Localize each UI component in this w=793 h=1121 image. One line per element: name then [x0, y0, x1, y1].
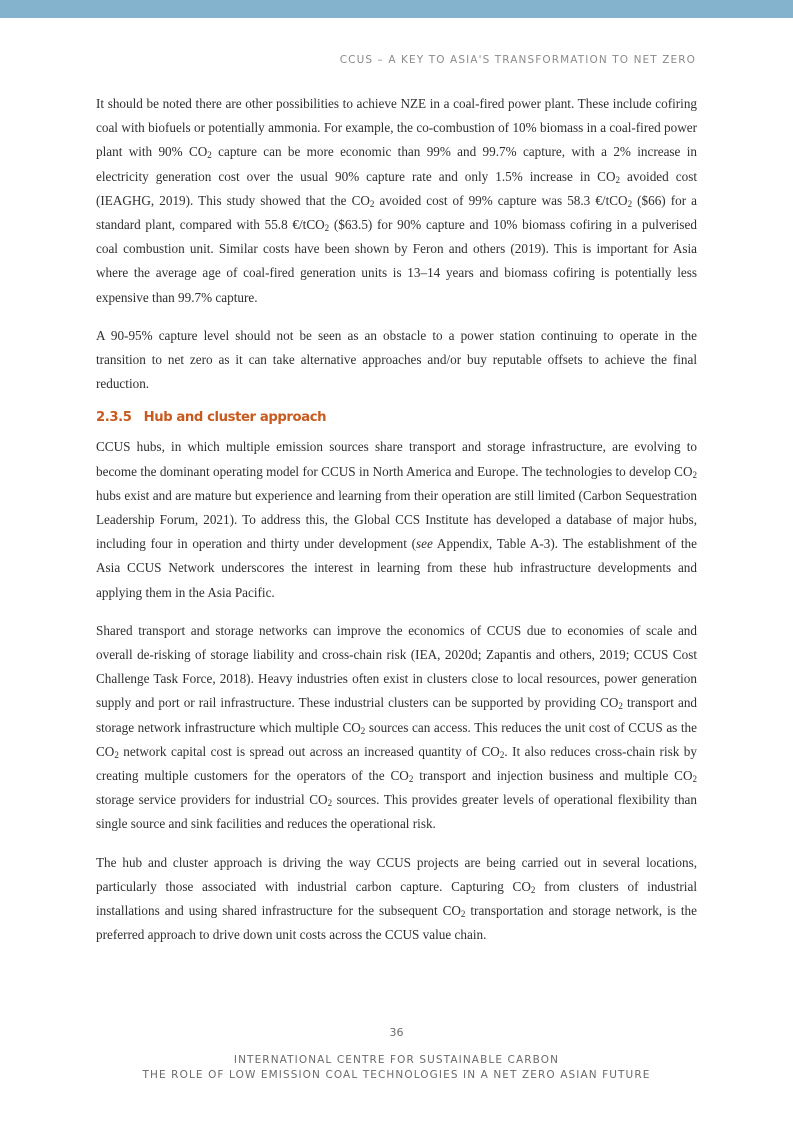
- footer-report-title: THE ROLE OF LOW EMISSION COAL TECHNOLOGIES IN A NET ZERO ASIAN FUTURE: [142, 1069, 651, 1081]
- paragraph-hub-cluster: The hub and cluster approach is driving the way CCUS projects are being carried out in several locations, particularly those associated with industrial carbon capture. Capturing $CO_2$ from clusters of industrial installations and using shared infrastructure for the subsequent $CO_2$ transportation and storage network, is the preferred approach to drive down unit costs across the CCUS value chain.: [96, 854, 697, 943]
- paragraph-shared-networks: Shared transport and storage networks can improve the economics of CCUS due to economies of scale and overall de-risking of storage liability and cross-chain risk (IEA, 2020d; Zapantis and others, 2019; CCUS Cost Challenge Task Force, 2018). Heavy industries often exist in clusters close to local resources, power generation supply and port or rail infrastructure. These industrial clusters can be supported by providing $CO_2$ transport and storage network infrastructure which multiple $CO_2$ sources can access. This reduces the unit cost of CCUS as the $CO_2$ network capital cost is spread out across an increased quantity of $CO_2$. It also reduces cross-chain risk by creating multiple customers for the operators of the $CO_2$ transport and injection business and multiple $CO_2$ storage service providers for industrial $CO_2$ sources. This provides greater levels of operational flexibility than single source and sink facilities and reduces the operational risk.: [96, 622, 698, 832]
- paragraph-nze-options: It should be noted there are other possibilities to achieve NZE in a coal-fired power plant. These include cofiring coal with biofuels or potentially ammonia. For example, the co-combustion of 10% biomass in a coal-fired power plant with 90% $CO_2$ capture can be more economic than 99% and 99.7% capture, with a 2% increase in electricity generation cost over the usual 90% capture rate and only 1.5% increase in $CO_2$ avoided cost (IEAGHG, 2019). This study showed that the $CO_2$ avoided cost of 99% capture was 58.3 €/tCO$_2$ ($66) for a standard plant, compared with 55.8 €/tCO$_2$ ($63.5) for 90% capture and 10% biomass cofiring in a pulverised coal combustion unit. Similar costs have been shown by Feron and others (2019). This is important for Asia where the average age of coal-fired generation units is 13–14 years and biomass cofiring is potentially less expensive than 99.7% capture.: [96, 96, 697, 305]
- paragraph-capture-level: A 90-95% capture level should not be seen as an obstacle to a power station continuing to operate in the transition to net zero as it can take alternative approaches and/or buy reputable offsets to achieve the final reduction.: [96, 327, 697, 392]
- section-title: Hub and cluster approach: [143, 410, 327, 426]
- running-header-title: CCUS – A KEY TO ASIA'S TRANSFORMATION TO NET ZERO: [339, 54, 696, 66]
- footer: [0, 1053, 793, 1083]
- footer-organization: INTERNATIONAL CENTRE FOR SUSTAINABLE CARBON: [233, 1054, 560, 1066]
- section-number: 2.3.5: [96, 410, 132, 426]
- main-content: [96, 92, 697, 962]
- paragraph-ccus-hubs: CCUS hubs, in which multiple emission sources share transport and storage infrastructure, are evolving to become the dominant operating model for CCUS in North America and Europe. The technologies to develop $CO_2$ hubs exist and are mature but experience and learning from their operation are still limited (Carbon Sequestration Leadership Forum, 2021). To address this, the Global CCS Institute has developed a database of major hubs, including four in operation and thirty under development (see Appendix, Table A-3). The establishment of the Asia CCUS Network underscores the interest in learning from these hub infrastructure developments and applying them in the Asia Pacific.: [96, 439, 697, 600]
- section-heading: [96, 410, 697, 425]
- top-color-band: [0, 0, 793, 18]
- page-number: 36: [389, 1026, 404, 1039]
